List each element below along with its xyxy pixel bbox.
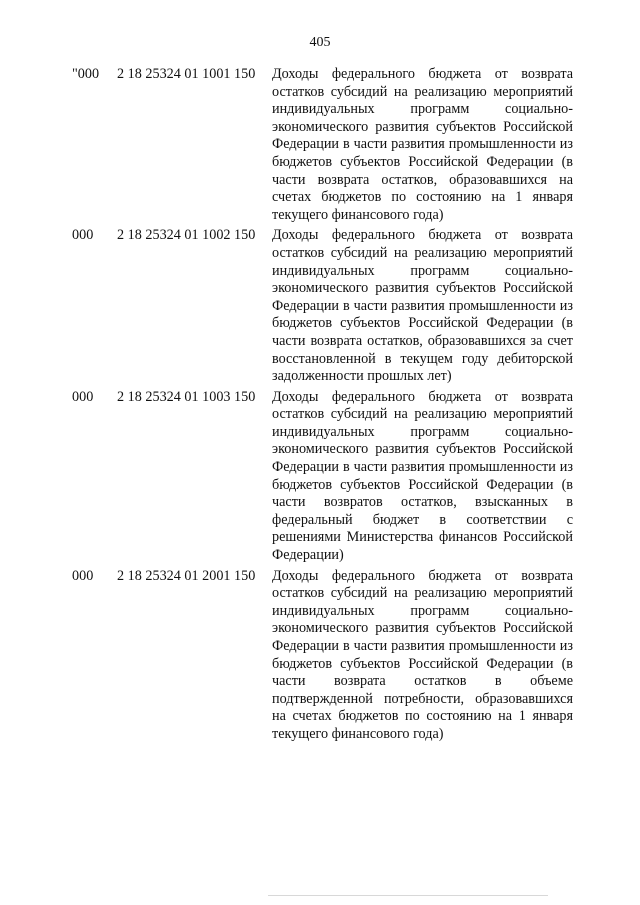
classification-code: 2 18 25324 01 1001 150 — [117, 66, 256, 82]
admin-code: "000 — [72, 66, 100, 82]
classification-code: 2 18 25324 01 2001 150 — [117, 567, 256, 584]
classification-code: 2 18 25324 01 1003 150 — [117, 388, 256, 405]
admin-code: 000 — [72, 567, 94, 584]
revenue-description: Доходы федерального бюджета от возврата остатков субсидий на реализацию мероприятий индивидуальных программ социально-экономического развития субъектов Российской Федерации в части развития промышленности из бюджетов субъектов Российской Федерации (в части возвратов остатков, взысканных в федеральный бюджет в соответствии с решениями Министерства финансов Российской Федерации) — [272, 388, 573, 564]
table-row — [0, 389, 640, 565]
admin-code: 000 — [72, 388, 94, 405]
table-row — [0, 568, 640, 744]
revenue-description: Доходы федерального бюджета от возврата остатков субсидий на реализацию мероприятий индивидуальных программ социально-экономического развития субъектов Российской Федерации в части развития промышленности из бюджетов субъектов Российской Федерации (в части возврата остатков, образовавшихся за счет восстановленной в текущем году дебиторской задолженности прошлых лет) — [272, 227, 573, 385]
classification-table — [0, 66, 640, 747]
table-row — [0, 227, 640, 385]
page-edge-line — [268, 895, 548, 896]
table-row — [0, 66, 640, 224]
revenue-description: Доходы федерального бюджета от возврата остатков субсидий на реализацию мероприятий индивидуальных программ социально-экономического развития субъектов Российской Федерации в части развития промышленности из бюджетов субъектов Российской Федерации (в части возврата остатков, образовавшихся на счетах бюджетов по состоянию на 1 января текущего финансового года) — [272, 66, 573, 223]
classification-code: 2 18 25324 01 1002 150 — [117, 227, 256, 244]
page-number: 405 — [309, 35, 331, 50]
revenue-description: Доходы федерального бюджета от возврата остатков субсидий на реализацию мероприятий индивидуальных программ социально-экономического развития субъектов Российской Федерации в части развития промышленности из бюджетов субъектов Российской Федерации (в части возврата остатков в объеме подтвержденной потребности, образовавшихся на счетах бюджетов по состоянию на 1 января текущего финансового года) — [272, 567, 573, 742]
admin-code: 000 — [72, 227, 94, 244]
